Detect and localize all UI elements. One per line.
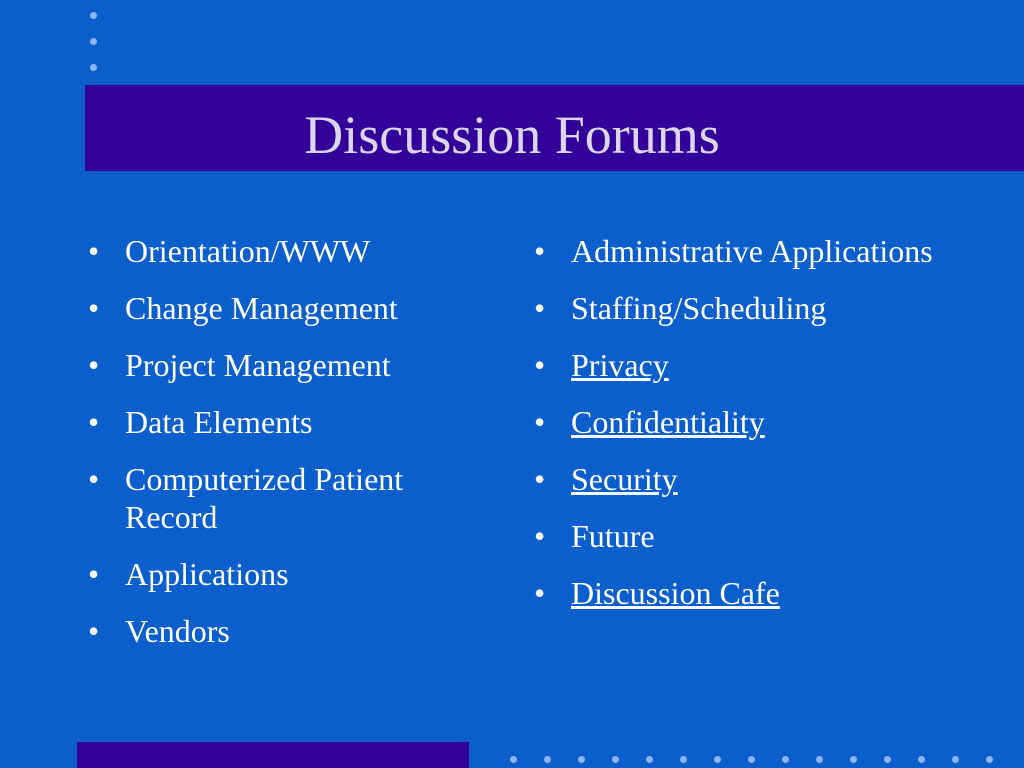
list-item-label: Orientation/WWW: [125, 233, 371, 269]
list-item-label: Data Elements: [125, 404, 313, 440]
bottom-band: [77, 742, 469, 768]
list-item: [534, 346, 934, 384]
list-item: [88, 460, 488, 536]
dot-icon: [884, 756, 891, 763]
list-item: [534, 232, 934, 270]
bullet-icon: •: [534, 404, 546, 440]
dot-icon: [748, 756, 755, 763]
list-item: [534, 574, 934, 612]
list-item-label: Administrative Applications: [571, 233, 933, 269]
bullet-icon: •: [88, 233, 100, 269]
list-item: [88, 403, 488, 441]
privacy-link[interactable]: Privacy: [571, 347, 669, 383]
right-bullet-list: [534, 232, 934, 631]
bullet-icon: •: [88, 290, 100, 326]
list-item: [88, 232, 488, 270]
security-link[interactable]: Security: [571, 461, 678, 497]
list-item: [534, 460, 934, 498]
list-item-label: Applications: [125, 556, 289, 592]
list-item: [534, 403, 934, 441]
list-item: [534, 517, 934, 555]
dot-icon: [850, 756, 857, 763]
dot-icon: [816, 756, 823, 763]
dot-icon: [612, 756, 619, 763]
discussion-cafe-link[interactable]: Discussion Cafe: [571, 575, 780, 611]
confidentiality-link[interactable]: Confidentiality: [571, 404, 765, 440]
list-item-label: Change Management: [125, 290, 398, 326]
dot-icon: [578, 756, 585, 763]
bullet-icon: •: [534, 233, 546, 269]
list-item-label: Vendors: [125, 613, 230, 649]
list-item: [534, 289, 934, 327]
dot-icon: [782, 756, 789, 763]
dot-icon: [544, 756, 551, 763]
bullet-icon: •: [88, 404, 100, 440]
dot-icon: [90, 64, 97, 71]
bullet-icon: •: [534, 575, 546, 611]
list-item-label: Computerized Patient Record: [125, 461, 404, 535]
list-item: [88, 346, 488, 384]
list-item: [88, 555, 488, 593]
dot-icon: [986, 756, 993, 763]
list-item-label: Project Management: [125, 347, 391, 383]
list-item: [88, 289, 488, 327]
bullet-icon: •: [534, 518, 546, 554]
bullet-icon: •: [534, 347, 546, 383]
dot-icon: [510, 756, 517, 763]
bullet-icon: •: [88, 613, 100, 649]
dot-icon: [952, 756, 959, 763]
bullet-icon: •: [534, 461, 546, 497]
list-item-label: Future: [571, 518, 655, 554]
dot-icon: [714, 756, 721, 763]
dot-icon: [90, 38, 97, 45]
slide-title: Discussion Forums: [304, 105, 720, 165]
dot-icon: [90, 12, 97, 19]
list-item: [88, 612, 488, 650]
dot-icon: [646, 756, 653, 763]
dot-icon: [680, 756, 687, 763]
dot-icon: [918, 756, 925, 763]
left-bullet-list: [88, 232, 488, 669]
bullet-icon: •: [88, 461, 100, 497]
list-item-label: Staffing/Scheduling: [571, 290, 827, 326]
bullet-icon: •: [534, 290, 546, 326]
bullet-icon: •: [88, 556, 100, 592]
bullet-icon: •: [88, 347, 100, 383]
